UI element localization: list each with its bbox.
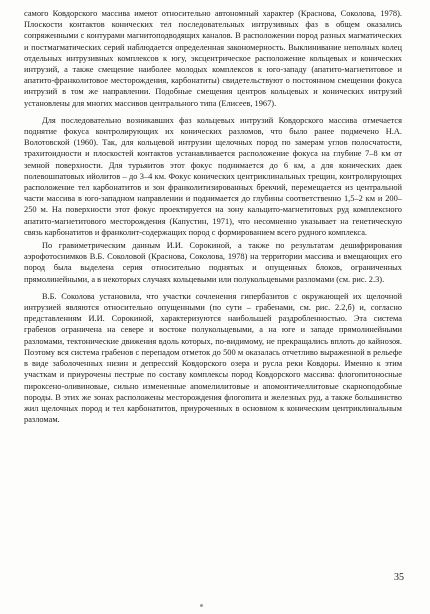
paragraph-4: В.Б. Соколова установила, что участки сочленения гипербазитов с окружающей их щелочной интрузией являются относительно опущенными (по сути – грабенами, см. рис. 2.2,б) и, согласно представлениям И.И. Сорокиной, характеризуются наибольшей раздробленностью. Эта система грабенов ограничена на севере и востоке полукольцевыми, а на юге и западе прямолинейными разломами, тектонические движения вдоль которых, по-видимому, не прекращались вплоть до кайнозоя. Поэтому вся система грабенов с перепадом отметок до 500 м оказалась отчетливо выраженной в рельефе в виде заболоченных низин и депрессий Ковдорского озера и русла реки Ковдоры. Именно к этим участкам и приурочены пестрые по составу комплексы пород Ковдорского массива: флогопитоносные пироксено-оливиновые, сильно измененные апомелилитовые и апомонтичеллитовые скарноподобные породы. В этих же зонах расположены месторождения флогопита и железных руд, а также большинство жил щелочных пород и тел карбонатитов, приуроченных в основном к коническим центриклинальным разломам. (24, 291, 402, 425)
paragraph-2: Для последовательно возникавших фаз кольцевых интрузий Ковдорского массива отмечается поднятие фокуса контролирующих их конических разломов, что было ранее подмечено Н.А. Волотовской (1960). Так, для кольцевой интрузии щелочных пород по замерам углов полосчатости, трахитоидности и плоскостей контактов устанавливается расположение фокуса на глубине 7–8 км от земной поверхности. Для турьяитов этот фокус поднимается до 6 км, а для конических даек полевошпатовых ийолитов – до 3–4 км. Фокус конических центриклинальных трещин, контролирующих расположение тел карбонатитов и зон франколитизированных брекчий, перемещается из центральной части массива в юго-западном направлении и поднимается до глубины соответственно 1,5–2 км и 200–250 м. На поверхности этот фокус проектируется на зону кальцито-магнетитовых руд комплексного апатито-магнетитового месторождения (Капустин, 1971), что несомненно указывает на генетическую связь карбонатитов и франколит-содержащих пород с формированием всего рудного комплекса. (24, 115, 402, 237)
scan-artifact (200, 604, 203, 607)
paragraph-1: самого Ковдорского массива имеют относительно автономный характер (Краснова, Соколова, 1978). Плоскости контактов конических тел последовательных интрузивных фаз в общем оказались сопряженными с контурами магнитоподводящих каналов. В расположении пород разных магматических и постмагматических серий наблюдается определенная закономерность. Выклинивание неполных колец отдельных интрузивных комплексов к югу, эксцентрическое расположение кольцевых и конических интрузий, а также смещение наиболее молодых комплексов к юго-западу (апатито-магнетитовое и апатито-франколитовое месторождения, карбонатиты) свидетельствуют о постоянном смещении фокуса интрузий в том же направлении. Подобные смещения центров кольцевых и конических интрузий установлены для многих массивов центрального типа (Елисеев, 1967). (24, 9, 402, 108)
page-number: 35 (394, 572, 404, 583)
paragraph-3: По гравиметрическим данным И.И. Сорокиной, а также по результатам дешифрирования аэрофотоснимков В.Б. Соколовой (Краснова, Соколова, 1978) на территории массива и вмещающих его пород была выделена серия относительно поднятых и опущенных блоков, ограниченных прямолинейными, а в некоторых случаях кольцевыми или полукольцевыми разломами (см. рис. 2.3). (24, 241, 402, 284)
body-text (24, 8, 402, 425)
